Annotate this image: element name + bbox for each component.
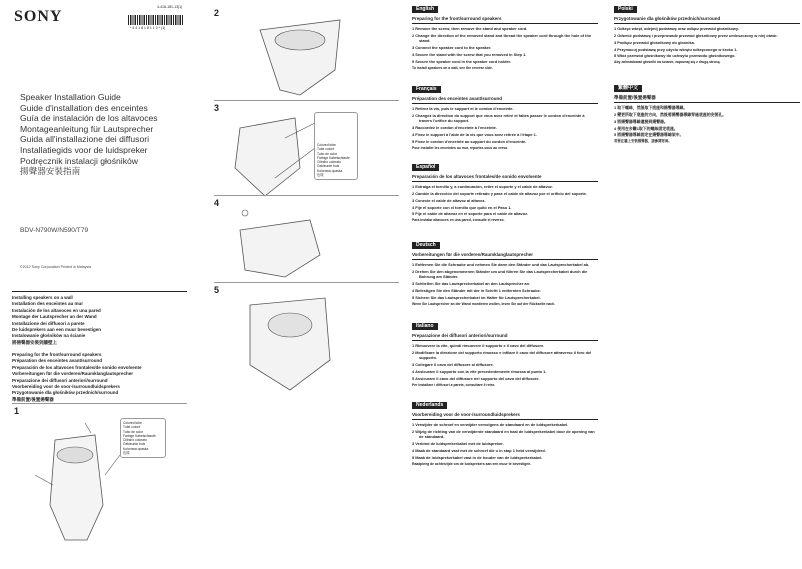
step: 3 Raccordez le cordon d'enceinte à l'enceinte. [412, 125, 497, 131]
step: 2 變更所取下底座的方向，然後將揚聲器導線穿過底座的安裝孔。 [614, 111, 727, 117]
step: 1 Entfernen Sie die Schraube und nehmen Sie dann den Ständer und das Lautsprecherkabel ab. [412, 261, 590, 267]
figure-number: 1 [14, 406, 20, 416]
divider [214, 282, 399, 283]
callout-line: Tube coloré [317, 147, 335, 152]
title-line: Guide d'installation des enceintes [20, 102, 148, 113]
section-note: Para instalar altavoces en una pared, consulte el reverso. [412, 218, 505, 223]
section-3 [412, 242, 598, 307]
part-code: 4-418-181-13(1) [157, 5, 183, 9]
callout-line: Kolorowa opaska [317, 168, 343, 173]
callout-line: 色環 [317, 173, 324, 178]
section-title: Preparazione dei diffusori anteriori/surround [412, 333, 598, 340]
callout-line: Cilindro colorato [317, 160, 341, 165]
callout-line: Tubo de color [317, 151, 338, 156]
language-label: Nederlands [412, 402, 447, 409]
callout-line: Gekleurde buis [123, 442, 146, 447]
section-title: 準備前置/後置揚聲器 [614, 95, 800, 102]
step: 4 使用在步驟1取下的螺絲固定底座。 [614, 125, 678, 131]
figure-3-cord-illustration [225, 108, 315, 200]
callout-line: Tubo de color [123, 429, 144, 434]
wall-headings [12, 291, 187, 346]
language-label: Español [412, 164, 439, 171]
step: 2 Modificare la direzione del supporto rimosso e infilare il cavo del diffusore attraverso il foro del supporto. [412, 349, 592, 361]
callout-line: 色環 [123, 451, 130, 456]
step: 4 Maak de standaard vast met de schroef die u in stap 1 hebt verwijderd. [412, 447, 546, 453]
heading: Instalowanie głośników na ścianie [12, 333, 86, 339]
title-line: Speaker Installation Guide [20, 92, 121, 102]
divider [12, 403, 187, 404]
step: 5 Secure the speaker cord in the speaker cord holder. [412, 58, 512, 64]
step: 2 Cambie la dirección del soporte retirado y pase el cable de altavoz por el orificio del soporte. [412, 190, 587, 196]
step: 2 Wijzig de richting van de verwijderde standaard en haal de luidsprekerkabel door de opening van de standaard. [412, 428, 595, 440]
copyright: ©2012 Sony Corporation Printed in Malaysia [20, 265, 91, 269]
heading: Instalación de los altavoces en una pared [12, 307, 101, 313]
callout-line: Gekleurde buis [317, 164, 340, 169]
section-note: 若要在牆上安裝揚聲器，請參閱背面。 [614, 139, 672, 144]
step: 3 Podłącz przewód głośnikowy do głośnika. [614, 39, 695, 45]
figure-number: 4 [214, 198, 220, 208]
section-2 [412, 164, 598, 224]
language-label: 繁體中文 [614, 85, 642, 92]
step: 3 將揚聲器導線連接到揚聲器。 [614, 118, 668, 124]
step: 2 Odwróć podstawę i przeprowadź przewód głośnikowy przez umieszczony w niej otwór. [614, 32, 778, 38]
heading: Montage der Lautsprecher an der Wand [12, 314, 97, 320]
heading: Preparing for the front/surround speakers [12, 352, 102, 357]
heading: De luidsprekers aan een muur bevestigen [12, 327, 102, 333]
step: 4 Fixez le support à l'aide de la vis que vous avez retirée à l'étape 1. [412, 131, 537, 137]
title-line: 揚聲器安裝指南 [20, 166, 81, 177]
step: 1 Verwijder de schroef en verwijder vervolgens de standaard en de luidsprekerkabel. [412, 421, 569, 427]
guide-titles [20, 92, 158, 177]
barcode [128, 15, 183, 25]
step: 5 Assicurare il cavo del diffusore nel supporto del cavo del diffusore. [412, 375, 540, 381]
step: 5 Maak de luidsprekerkabel vast in de houder van de luidsprekerkabel. [412, 454, 543, 460]
section-title: Preparing for the front/surround speakers [412, 16, 598, 23]
step: 1 Retirez la vis, puis le support et le cordon d'enceinte. [412, 105, 514, 111]
language-label: Deutsch [412, 242, 440, 249]
step: 3 Verbind de luidsprekerkabel met de luidspreker. [412, 441, 504, 447]
figure-number: 5 [214, 285, 220, 295]
section-note: Pour installer les enceintes au mur, reportez-vous au verso. [412, 145, 509, 150]
section-note: Wenn Sie Lautsprecher an der Wand montieren wollen, lesen Sie auf der Rückseite nach. [412, 301, 556, 306]
title-line: Guía de instalación de los altavoces [20, 113, 158, 124]
step: 2 Drehen Sie den abgenommenen Ständer um und führen Sie das Lautsprecherkabel durch die Bohrung am Ständer. [412, 268, 588, 280]
section-note: To install speakers on a wall, see the reverse side. [412, 65, 493, 70]
language-label: Italiano [412, 323, 438, 330]
colored-tube-callout [120, 418, 166, 458]
title-line: Installatiegids voor de luidspreker [20, 144, 148, 155]
step: 4 Przymocuj podstawę przy użyciu wkrętu odkręconego w kroku 1. [614, 46, 738, 52]
step: 1 取下螺絲，然後取下底座和揚聲器導線。 [614, 104, 688, 110]
section-7 [614, 85, 800, 145]
step: 1 Odkręć wkręt, odejmij podstawę oraz odłącz przewód głośnikowy. [614, 25, 739, 31]
section-6 [614, 6, 800, 66]
step: 1 Extraiga el tornillo y, a continuación, retire el soporte y el cable de altavoz. [412, 183, 553, 189]
section-title: Preparación de los altavoces frontales/de sonido envolvente [412, 174, 598, 181]
title-line: Montageanleitung für Lautsprecher [20, 123, 154, 134]
section-note: Raadpleeg de achterzijde om de luidsprekers aan een muur te bevestigen. [412, 461, 532, 466]
figure-number: 3 [214, 103, 220, 113]
step: 3 Connect the speaker cord to the speaker. [412, 45, 492, 51]
language-label: Polski [614, 6, 637, 13]
heading: Préparation des enceintes avant/surround [12, 358, 103, 364]
callout-line: Cilindro colorato [123, 438, 147, 443]
callout-line: Farbige Kabelschlaufe [317, 155, 350, 160]
heading: Voorbereiding voor de voor-/surroundluidsprekers [12, 384, 120, 390]
figure-5-cord-holder-illustration [235, 290, 345, 395]
heading: Installazione dei diffusori a parete [12, 320, 85, 326]
heading: Vorbereitungen für die vorderen/Raumklanglautsprecher [12, 371, 133, 377]
sony-logo: SONY [14, 8, 63, 25]
step: 5 Włóż przewód głośnikowy do uchwytu przewodu głośnikowego. [614, 53, 736, 59]
section-title: Vorbereitungen für die vorderen/Raumklanglautsprecher [412, 252, 598, 259]
step: 4 Secure the stand with the screw that you removed in Step 1. [412, 51, 527, 57]
step: 1 Rimuovere la vite, quindi rimuovere il supporto e il cavo del diffusore. [412, 342, 545, 348]
step: 5 Fixez le cordon d'enceinte au support du cordon d'enceinte. [412, 138, 527, 144]
heading: Installation des enceintes au mur [12, 301, 84, 307]
colored-tube-callout [314, 112, 358, 180]
step: 1 Remove the screw, then remove the stand and speaker cord. [412, 25, 528, 31]
section-4 [412, 323, 598, 388]
figure-4-screw-illustration [225, 205, 345, 280]
title-line: Podręcznik instalacji głośników [20, 155, 138, 166]
callout-line: Kolorowa opaska [123, 446, 149, 451]
step: 5 Sichern Sie das Lautsprecherkabel im Halter für Lautsprecherkabel. [412, 294, 541, 300]
language-label: English [412, 6, 438, 13]
model-number: BDV-N790W/N590/T79 [20, 227, 89, 234]
heading: Installing speakers on a wall [12, 295, 73, 300]
step: 2 Change the direction of the removed stand and thread the speaker cord through the hole of the stand. [412, 32, 591, 44]
heading: Preparazione dei diffusori anteriori/surround [12, 377, 108, 383]
title-line: Guida all'installazione dei diffusori [20, 134, 150, 145]
section-1 [412, 86, 598, 151]
heading: Przygotowanie dla głośników przednich/surround [12, 390, 119, 396]
language-label: Français [412, 86, 441, 93]
figure-1-speaker-illustration [25, 415, 125, 555]
section-note: Per installare i diffusori a parete, consultare il retro. [412, 382, 496, 387]
step: 2 Changez la direction du support que vous avez retiré et faites passer le cordon d'enceinte à travers l'orifice du support. [412, 112, 585, 124]
section-5 [412, 402, 598, 467]
section-0 [412, 6, 598, 71]
heading: Preparación de los altavoces frontales/de sonido envolvente [12, 364, 142, 370]
heading: 準備前置/後置揚聲器 [12, 396, 54, 402]
divider [214, 195, 399, 196]
step: 3 Conecte el cable de altavoz al altavoz. [412, 197, 486, 203]
barcode-number: * 4 4 1 8 1 8 1 1 3 * (1) [130, 26, 166, 30]
section-note: Aby zainstalować głośniki na ścianie, zapoznaj się z drugą stroną. [614, 60, 721, 65]
step: 3 Collegare il cavo del diffusore al diffusore. [412, 362, 494, 368]
section-title: Voorbereiding voor de voor-/surroundluidsprekers [412, 412, 598, 419]
callout-line: Tube coloré [123, 425, 141, 430]
figure-2-stand-illustration [240, 10, 360, 98]
callout-line: Colored tube [123, 421, 142, 425]
callout-line: Farbige Kabelschlaufe [123, 433, 156, 438]
section-title: Préparation des enceintes avant/surround [412, 96, 598, 103]
callout-line: Colored tube [317, 143, 336, 147]
step: 5 將揚聲器導線固定在揚聲器導線架中。 [614, 132, 684, 138]
step: 5 Fije el cable de altavoz en el soporte para el cable de altavoz. [412, 211, 529, 217]
step: 4 Befestigen Sie den Ständer mit der in Schritt 1 entfernten Schraube. [412, 287, 541, 293]
section-title: Przygotowanie dla głośników przednich/surround [614, 16, 800, 23]
step: 4 Assicurare il supporto con la vite precedentemente rimossa al punto 1. [412, 368, 547, 374]
prep-headings [12, 352, 192, 403]
heading: 將揚聲器安裝到牆壁上 [12, 339, 57, 345]
divider [214, 100, 399, 101]
step: 3 Schließen Sie das Lautsprecherkabel an den Lautsprecher an. [412, 281, 531, 287]
figure-number: 2 [214, 8, 220, 18]
step: 4 Fije el soporte con el tornillo que quitó en el Paso 1. [412, 204, 512, 210]
